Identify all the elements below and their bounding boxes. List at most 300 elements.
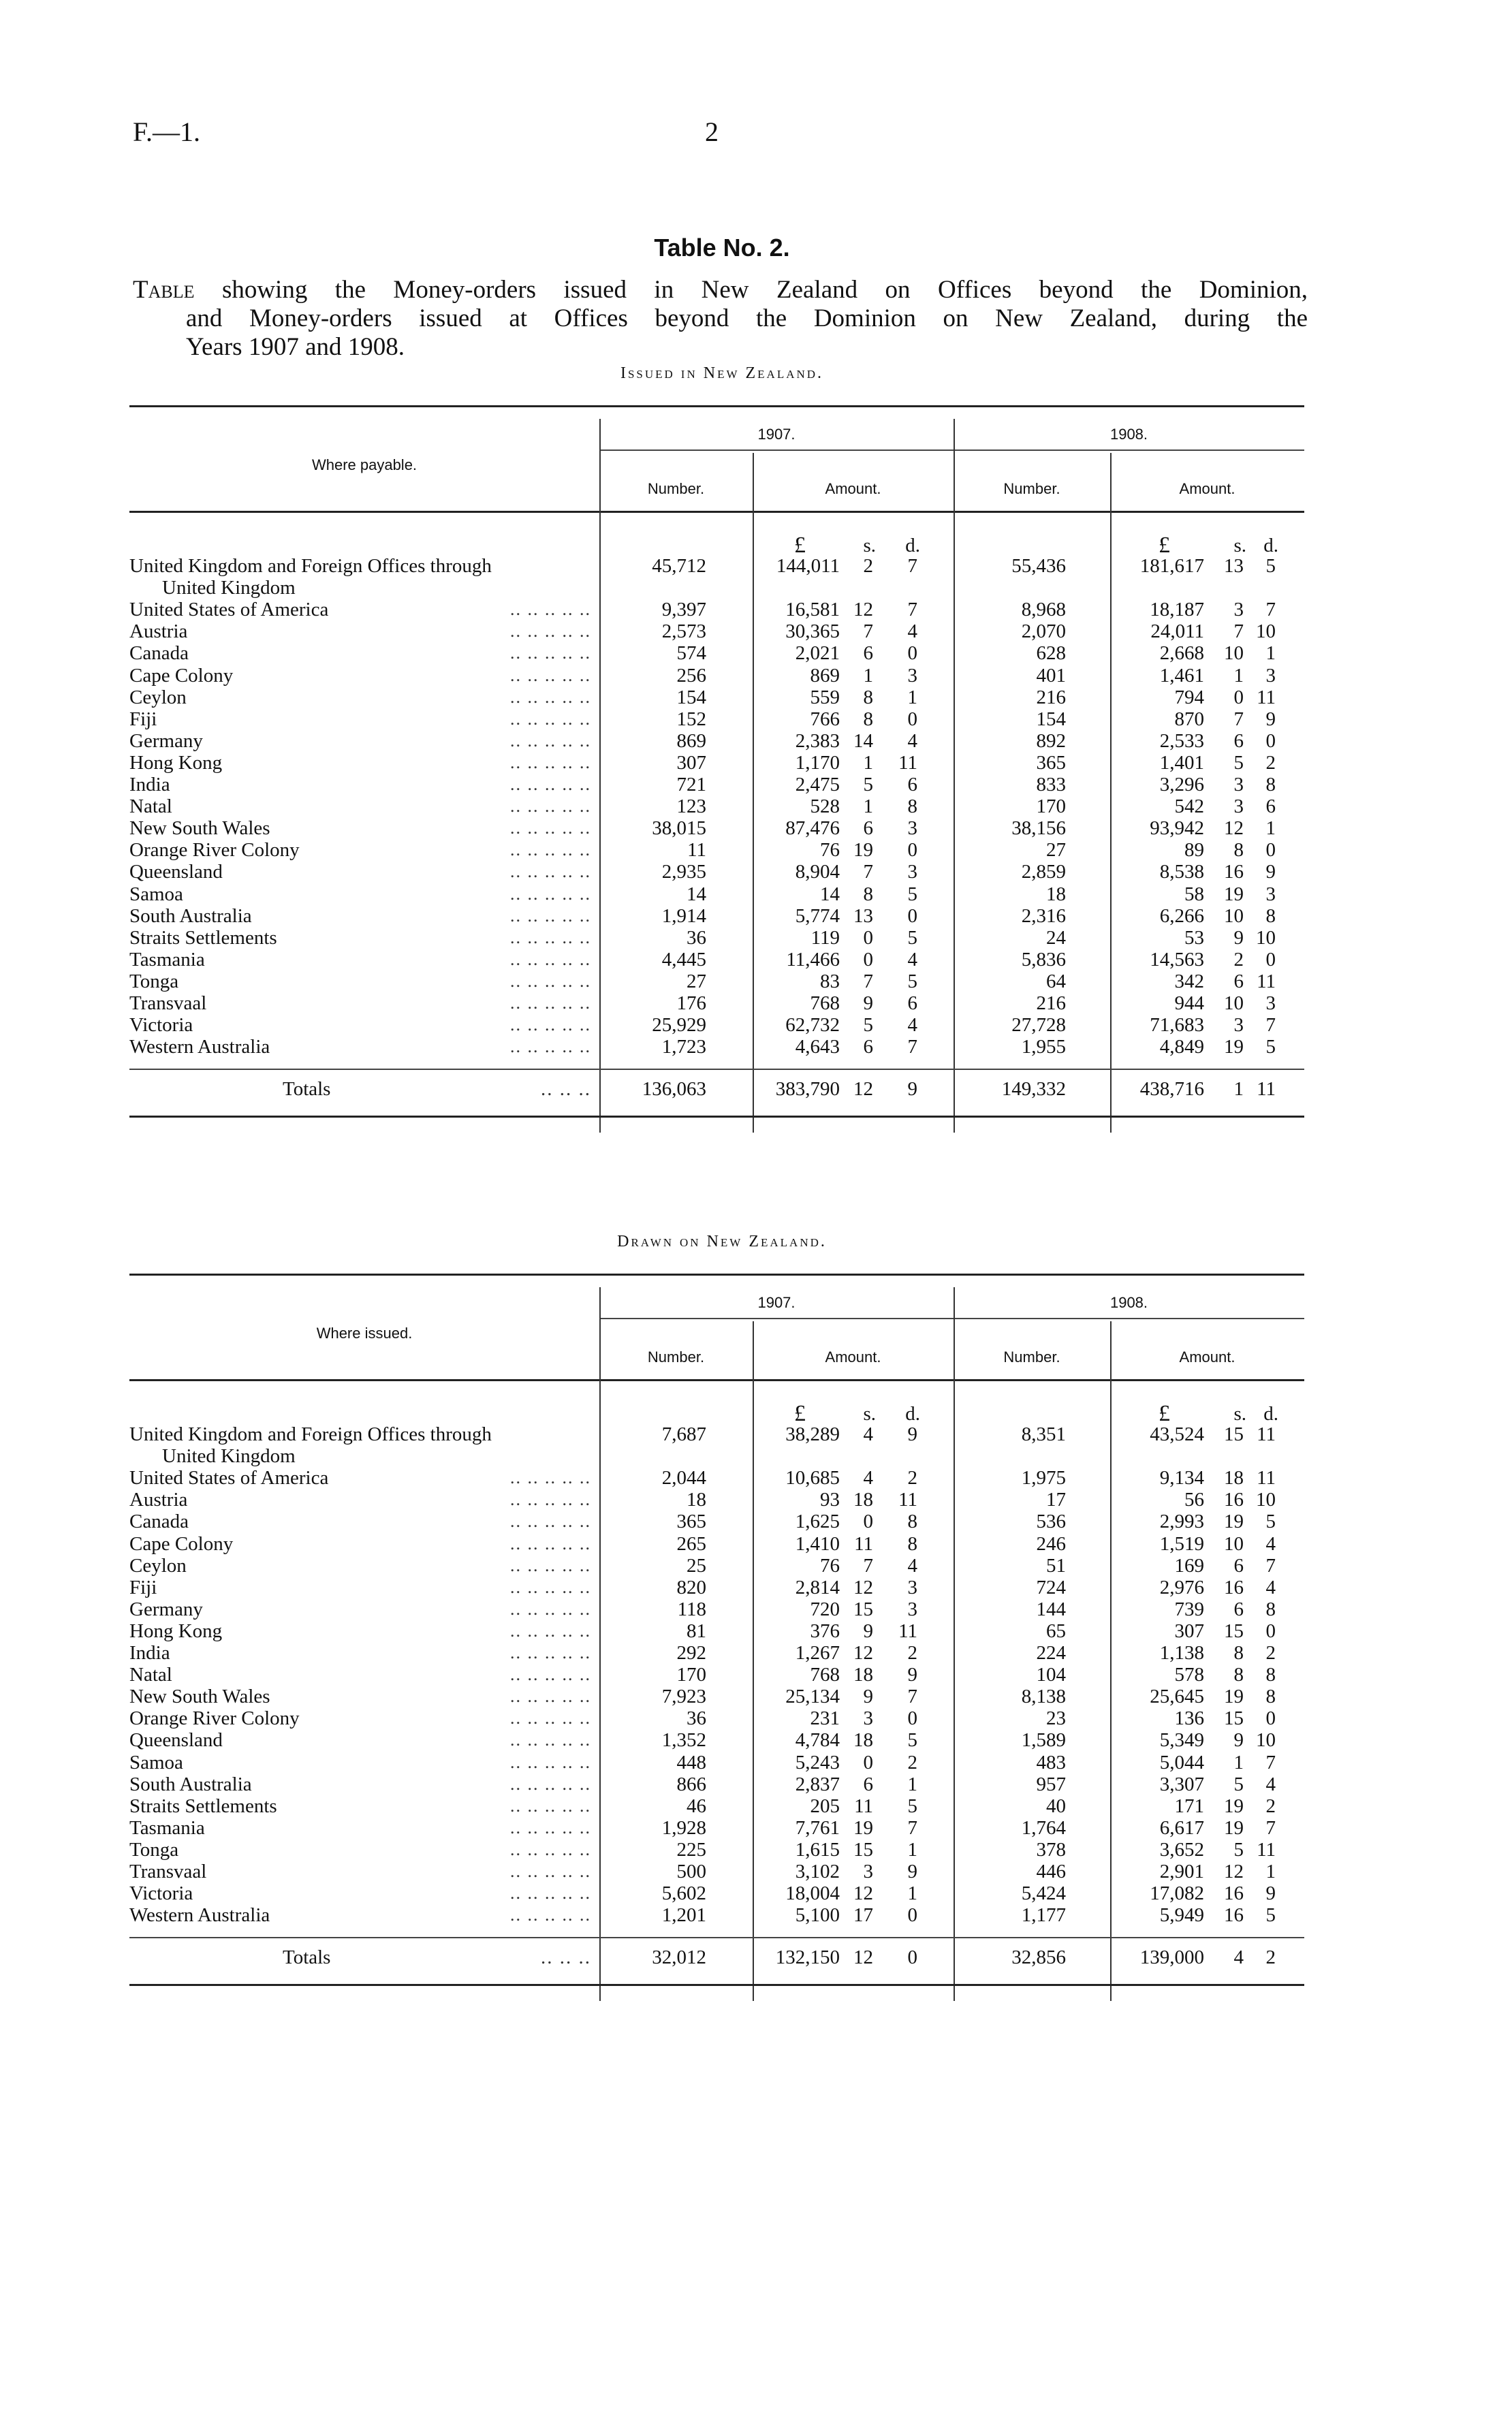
issued-row-pence-1908: 0 (1265, 729, 1276, 752)
issued-row-pounds-1907: 528 (810, 795, 840, 818)
issued-row-number-1908: 401 (1036, 664, 1066, 687)
drawn-row-shillings-1907: 0 (863, 1751, 873, 1773)
drawn-row-pence-1908: 7 (1265, 1816, 1276, 1839)
drawn-row-pounds-1907: 1,267 (795, 1642, 840, 1664)
drawn-row-number-1908: 224 (1036, 1642, 1066, 1664)
drawn-row-shillings-1907: 4 (863, 1423, 873, 1445)
issued-row-pounds-1908: 89 (1184, 839, 1204, 862)
issued-number-1908-header: Number. (1003, 480, 1060, 497)
issued-row-number-1908: 2,859 (1021, 861, 1066, 883)
issued-row-shillings-1907: 13 (853, 904, 873, 927)
drawn-amount-1908-header: Amount. (1179, 1349, 1235, 1366)
issued-totals-rule (129, 1069, 1304, 1070)
drawn-row-shillings-1907: 6 (863, 1773, 873, 1795)
issued-row-place: India (129, 774, 170, 795)
issued-row-shillings-1907: 0 (863, 948, 873, 971)
drawn-row-leader-dots: .. .. .. .. .. (510, 1686, 591, 1707)
issued-row-number-1908: 216 (1036, 992, 1066, 1014)
drawn-header-rule (129, 1379, 1304, 1381)
issued-row-pence-1908: 0 (1265, 839, 1276, 862)
issued-row-pence-1907: 6 (907, 774, 917, 795)
drawn-row-place: Ceylon (129, 1554, 187, 1577)
drawn-row-place: Hong Kong (129, 1620, 223, 1642)
drawn-row-shillings-1907: 17 (853, 1904, 873, 1927)
drawn-row-pounds-1907: 18,004 (785, 1882, 840, 1905)
issued-row-pounds-1907: 766 (810, 708, 840, 730)
drawn-row-number-1908: 144 (1036, 1598, 1066, 1620)
drawn-row-pounds-1908: 9,134 (1159, 1467, 1204, 1489)
drawn-row-shillings-1908: 15 (1224, 1423, 1244, 1445)
drawn-row-number-1907: 18 (687, 1489, 706, 1511)
drawn-row-pounds-1908: 2,901 (1159, 1861, 1204, 1882)
drawn-row-pence-1908: 2 (1265, 1795, 1276, 1817)
issued-row-place: Fiji (129, 708, 157, 730)
issued-row-shillings-1907: 2 (863, 555, 873, 577)
drawn-row-number-1907: 500 (676, 1861, 706, 1882)
drawn-bottom-rule (129, 1984, 1304, 1986)
issued-row-pounds-1907: 869 (810, 664, 840, 687)
drawn-row-pounds-1907: 5,100 (795, 1904, 840, 1927)
issued-pounds-unit-1908: £ (1159, 533, 1170, 558)
issued-row-place: Straits Settlements (129, 926, 277, 949)
issued-row-shillings-1908: 5 (1233, 751, 1244, 774)
issued-row-pounds-1907: 2,021 (795, 642, 840, 665)
document-id: F.—1. (133, 116, 201, 147)
drawn-pence-unit-1907: d. (905, 1403, 920, 1425)
drawn-row-place: Canada (129, 1511, 189, 1533)
drawn-year-1908-header: 1908. (1109, 1294, 1148, 1311)
issued-row-shillings-1907: 5 (863, 1014, 873, 1037)
issued-row-leader-dots: .. .. .. .. .. (510, 927, 591, 947)
issued-row-shillings-1907: 6 (863, 642, 873, 665)
issued-row-pence-1908: 3 (1265, 992, 1276, 1014)
drawn-row-pounds-1908: 1,138 (1159, 1642, 1204, 1664)
issued-row-shillings-1907: 0 (863, 926, 873, 949)
drawn-row-pounds-1907: 2,814 (795, 1576, 840, 1598)
drawn-row-number-1908: 5,424 (1021, 1882, 1066, 1905)
drawn-row-pence-1907: 4 (907, 1554, 917, 1577)
drawn-row-place: Tasmania (129, 1816, 205, 1839)
drawn-row-shillings-1907: 12 (853, 1882, 873, 1905)
drawn-row-pence-1908: 5 (1265, 1904, 1276, 1927)
drawn-row-shillings-1908: 19 (1224, 1511, 1244, 1533)
issued-row-number-1907: 25,929 (652, 1014, 706, 1037)
drawn-row-shillings-1908: 18 (1224, 1467, 1244, 1489)
issued-row-number-1908: 365 (1036, 751, 1066, 774)
issued-row-place: Germany (129, 729, 203, 752)
issued-row-pence-1907: 4 (907, 1014, 917, 1037)
drawn-row-pounds-1908: 2,993 (1159, 1511, 1204, 1533)
drawn-row-pounds-1907: 25,134 (785, 1686, 840, 1708)
drawn-row-pence-1908: 5 (1265, 1511, 1276, 1533)
issued-row-pence-1908: 7 (1265, 599, 1276, 621)
drawn-row-pence-1908: 9 (1265, 1882, 1276, 1905)
issued-row-leader-dots: .. .. .. .. .. (510, 599, 591, 620)
issued-row-place: Hong Kong (129, 751, 223, 774)
issued-row-pounds-1908: 8,538 (1159, 861, 1204, 883)
issued-pence-unit-1908: d. (1263, 535, 1278, 556)
drawn-row-shillings-1907: 7 (863, 1554, 873, 1577)
drawn-row-pounds-1908: 171 (1174, 1795, 1204, 1817)
issued-row-leader-dots: .. .. .. .. .. (510, 1015, 591, 1035)
drawn-row-number-1908: 1,975 (1021, 1467, 1066, 1489)
issued-row-place: Austria (129, 620, 188, 643)
drawn-pence-unit-1908: d. (1263, 1403, 1278, 1425)
issued-row-pence-1908: 9 (1265, 861, 1276, 883)
drawn-section-title: Drawn on New Zealand. (617, 1233, 827, 1250)
drawn-row-pence-1908: 10 (1256, 1729, 1276, 1752)
drawn-row-shillings-1907: 9 (863, 1620, 873, 1642)
caption-line-2: and Money-orders issued at Offices beyond the Dominion on New Zealand, during the (186, 304, 1308, 332)
issued-total-pounds-1907: 383,790 (775, 1078, 840, 1101)
issued-row-pence-1907: 4 (907, 729, 917, 752)
issued-year-1907-header: 1907. (757, 426, 796, 443)
issued-column-rule (1110, 453, 1112, 1133)
issued-row-pence-1908: 5 (1265, 555, 1276, 577)
issued-row-pounds-1908: 18,187 (1150, 599, 1204, 621)
issued-row-number-1907: 36 (687, 926, 706, 949)
issued-row-pence-1908: 2 (1265, 751, 1276, 774)
drawn-shillings-unit-1908: s. (1233, 1403, 1246, 1425)
issued-row-place: New South Wales (129, 817, 270, 840)
drawn-row-pence-1908: 4 (1265, 1576, 1276, 1598)
drawn-row-pounds-1907: 768 (810, 1664, 840, 1686)
issued-row-number-1907: 9,397 (661, 599, 706, 621)
drawn-row-pounds-1907: 376 (810, 1620, 840, 1642)
drawn-row-leader-dots: .. .. .. .. .. (510, 1489, 591, 1510)
issued-row-pounds-1908: 1,461 (1159, 664, 1204, 687)
drawn-row-shillings-1908: 8 (1233, 1642, 1244, 1664)
issued-row-number-1907: 256 (676, 664, 706, 687)
issued-row-pounds-1907: 11,466 (786, 948, 840, 971)
issued-row-pounds-1908: 2,533 (1159, 729, 1204, 752)
drawn-row-leader-dots: .. .. .. .. .. (510, 1817, 591, 1838)
drawn-row-leader-dots: .. .. .. .. .. (510, 1577, 591, 1597)
page-number: 2 (705, 116, 719, 147)
issued-column-rule (753, 453, 754, 1133)
issued-row-pounds-1908: 4,849 (1159, 1036, 1204, 1058)
drawn-totals-label: Totals (283, 1946, 331, 1969)
issued-row-shillings-1908: 6 (1233, 970, 1244, 992)
drawn-row-pounds-1907: 76 (820, 1554, 840, 1577)
issued-row-number-1907: 27 (687, 970, 706, 992)
issued-row-pence-1907: 0 (907, 839, 917, 862)
issued-row-shillings-1908: 19 (1224, 1036, 1244, 1058)
issued-row-place: Samoa (129, 883, 183, 905)
issued-row-number-1907: 14 (687, 883, 706, 905)
drawn-row-leader-dots: .. .. .. .. .. (510, 1883, 591, 1904)
drawn-row-shillings-1907: 11 (854, 1795, 873, 1817)
drawn-row-number-1907: 265 (676, 1532, 706, 1555)
drawn-row-pence-1907: 2 (907, 1751, 917, 1773)
issued-row-pounds-1907: 2,383 (795, 729, 840, 752)
issued-row-pence-1907: 3 (907, 861, 917, 883)
issued-row-number-1908: 27,728 (1011, 1014, 1066, 1037)
drawn-row-number-1907: 365 (676, 1511, 706, 1533)
drawn-row-pence-1907: 7 (907, 1686, 917, 1708)
issued-amount-1907-header: Amount. (825, 480, 881, 497)
issued-total-shillings-1908: 1 (1233, 1078, 1244, 1101)
issued-row-pounds-1908: 944 (1174, 992, 1204, 1014)
drawn-row-leader-dots: .. .. .. .. .. (510, 1511, 591, 1532)
table-caption (133, 276, 1308, 362)
drawn-pounds-unit-1907: £ (794, 1401, 806, 1426)
issued-row-shillings-1907: 1 (863, 664, 873, 687)
drawn-row-number-1907: 2,044 (661, 1467, 706, 1489)
drawn-total-shillings-1908: 4 (1233, 1946, 1244, 1969)
drawn-row-number-1908: 17 (1046, 1489, 1066, 1511)
issued-row-shillings-1907: 7 (863, 861, 873, 883)
drawn-row-pence-1908: 10 (1256, 1489, 1276, 1511)
issued-row-leader-dots: .. .. .. .. .. (510, 752, 591, 772)
drawn-row-pounds-1908: 307 (1174, 1620, 1204, 1642)
issued-row-pounds-1907: 144,011 (776, 555, 840, 577)
issued-row-pounds-1907: 30,365 (785, 620, 840, 643)
drawn-top-rule (129, 1274, 1304, 1276)
drawn-row-pence-1908: 0 (1265, 1620, 1276, 1642)
drawn-row-shillings-1908: 16 (1224, 1576, 1244, 1598)
issued-header-rule (129, 511, 1304, 513)
issued-total-pence-1907: 9 (907, 1078, 917, 1101)
issued-row-number-1908: 2,070 (1021, 620, 1066, 643)
drawn-row-pounds-1908: 5,349 (1159, 1729, 1204, 1752)
issued-row-number-1908: 38,156 (1011, 817, 1066, 840)
issued-row-pence-1908: 6 (1265, 795, 1276, 818)
drawn-column-rule (954, 1287, 955, 2001)
issued-row-pence-1907: 7 (907, 599, 917, 621)
issued-row-pence-1908: 8 (1265, 904, 1276, 927)
drawn-row-place: Western Australia (129, 1904, 270, 1927)
drawn-row-number-1907: 7,687 (661, 1423, 706, 1445)
drawn-row-pence-1908: 0 (1265, 1707, 1276, 1730)
drawn-row-leader-dots: .. .. .. .. .. (510, 1468, 591, 1488)
drawn-row-pounds-1908: 169 (1174, 1554, 1204, 1577)
drawn-row-shillings-1908: 19 (1224, 1795, 1244, 1817)
issued-where-header: Where payable. (311, 456, 418, 473)
drawn-row-leader-dots: .. .. .. .. .. (510, 1620, 591, 1641)
drawn-total-number-1907: 32,012 (652, 1946, 706, 1969)
drawn-column-rule (753, 1321, 754, 2001)
drawn-total-pounds-1908: 139,000 (1139, 1946, 1204, 1969)
issued-row-number-1907: 1,723 (661, 1036, 706, 1058)
drawn-row-number-1908: 246 (1036, 1532, 1066, 1555)
issued-row-leader-dots: .. .. .. .. .. (510, 971, 591, 991)
issued-row-number-1907: 2,935 (661, 861, 706, 883)
drawn-row-shillings-1908: 15 (1224, 1707, 1244, 1730)
drawn-row-pounds-1908: 3,652 (1159, 1838, 1204, 1861)
issued-row-shillings-1907: 7 (863, 620, 873, 643)
issued-row-pounds-1908: 870 (1174, 708, 1204, 730)
drawn-row-pence-1908: 7 (1265, 1751, 1276, 1773)
issued-row-number-1908: 628 (1036, 642, 1066, 665)
drawn-row-shillings-1908: 19 (1224, 1686, 1244, 1708)
drawn-row-pence-1907: 9 (907, 1664, 917, 1686)
issued-pounds-unit-1907: £ (794, 533, 806, 558)
issued-row-pounds-1907: 8,904 (795, 861, 840, 883)
issued-row-number-1908: 154 (1036, 708, 1066, 730)
issued-shillings-unit-1908: s. (1233, 535, 1246, 556)
issued-row-place: Natal (129, 795, 172, 818)
drawn-row-shillings-1908: 16 (1224, 1904, 1244, 1927)
issued-row-shillings-1908: 12 (1224, 817, 1244, 840)
issued-row-place: Victoria (129, 1014, 193, 1037)
drawn-row-pounds-1908: 136 (1174, 1707, 1204, 1730)
drawn-total-pence-1907: 0 (907, 1946, 917, 1969)
issued-row-number-1908: 892 (1036, 729, 1066, 752)
drawn-row-pounds-1907: 10,685 (785, 1467, 840, 1489)
drawn-row-pence-1907: 3 (907, 1598, 917, 1620)
drawn-row-leader-dots: .. .. .. .. .. (510, 1598, 591, 1619)
drawn-row-shillings-1907: 12 (853, 1576, 873, 1598)
drawn-pounds-unit-1908: £ (1159, 1401, 1170, 1426)
issued-totals-label: Totals (283, 1078, 331, 1101)
issued-row-shillings-1907: 1 (863, 795, 873, 818)
drawn-row-leader-dots: .. .. .. .. .. (510, 1795, 591, 1816)
drawn-row-leader-dots: .. .. .. .. .. (510, 1708, 591, 1729)
issued-row-place: Transvaal (129, 992, 207, 1014)
drawn-row-number-1908: 8,351 (1021, 1423, 1066, 1445)
drawn-row-number-1907: 25 (687, 1554, 706, 1577)
drawn-number-1908-header: Number. (1003, 1349, 1060, 1366)
drawn-row-number-1908: 40 (1046, 1795, 1066, 1817)
issued-row-number-1908: 64 (1046, 970, 1066, 992)
drawn-row-number-1908: 51 (1046, 1554, 1066, 1577)
drawn-row-shillings-1907: 0 (863, 1511, 873, 1533)
drawn-row-place: United States of America (129, 1467, 329, 1489)
issued-row-number-1907: 38,015 (652, 817, 706, 840)
drawn-total-shillings-1907: 12 (853, 1946, 873, 1969)
drawn-row-pounds-1907: 205 (810, 1795, 840, 1817)
issued-row-pence-1908: 11 (1257, 970, 1276, 992)
issued-row-pounds-1907: 14 (820, 883, 840, 905)
issued-shillings-unit-1907: s. (863, 535, 876, 556)
issued-row-shillings-1907: 7 (863, 970, 873, 992)
drawn-row-shillings-1908: 5 (1233, 1838, 1244, 1861)
drawn-row-shillings-1908: 15 (1224, 1620, 1244, 1642)
issued-row-pence-1908: 3 (1265, 883, 1276, 905)
issued-row-pence-1907: 0 (907, 642, 917, 665)
issued-row-number-1908: 18 (1046, 883, 1066, 905)
issued-row-shillings-1908: 16 (1224, 861, 1244, 883)
issued-row-leader-dots: .. .. .. .. .. (510, 905, 591, 926)
issued-row-place: Orange River Colony (129, 839, 300, 862)
issued-row-pounds-1907: 2,475 (795, 774, 840, 795)
issued-row-pence-1907: 4 (907, 948, 917, 971)
drawn-row-pence-1907: 7 (907, 1816, 917, 1839)
drawn-row-number-1907: 1,928 (661, 1816, 706, 1839)
drawn-row-pounds-1908: 6,617 (1159, 1816, 1204, 1839)
issued-row-shillings-1908: 9 (1233, 926, 1244, 949)
drawn-row-shillings-1907: 15 (853, 1598, 873, 1620)
drawn-shillings-unit-1907: s. (863, 1403, 876, 1425)
issued-row-pence-1907: 7 (907, 555, 917, 577)
issued-row-pence-1908: 8 (1265, 774, 1276, 795)
issued-row-pounds-1908: 6,266 (1159, 904, 1204, 927)
issued-column-rule (954, 419, 955, 1133)
drawn-row-shillings-1907: 18 (853, 1729, 873, 1752)
drawn-row-number-1908: 1,764 (1021, 1816, 1066, 1839)
issued-row-pence-1908: 0 (1265, 948, 1276, 971)
issued-row-number-1908: 5,836 (1021, 948, 1066, 971)
issued-row-leader-dots: .. .. .. .. .. (510, 796, 591, 817)
issued-row-pence-1908: 9 (1265, 708, 1276, 730)
drawn-row-shillings-1908: 6 (1233, 1554, 1244, 1577)
issued-row-pounds-1908: 24,011 (1150, 620, 1204, 643)
issued-row-number-1907: 45,712 (652, 555, 706, 577)
issued-row-pence-1907: 4 (907, 620, 917, 643)
issued-row-pounds-1908: 93,942 (1150, 817, 1204, 840)
drawn-column-rule (1110, 1321, 1112, 2001)
drawn-row-pence-1908: 11 (1257, 1467, 1276, 1489)
issued-row-pounds-1908: 542 (1174, 795, 1204, 818)
issued-row-shillings-1908: 10 (1224, 904, 1244, 927)
issued-amount-1908-header: Amount. (1179, 480, 1235, 497)
issued-row-shillings-1908: 7 (1233, 708, 1244, 730)
issued-row-place: United States of America (129, 599, 329, 621)
drawn-row-number-1908: 65 (1046, 1620, 1066, 1642)
drawn-row-number-1908: 8,138 (1021, 1686, 1066, 1708)
issued-row-pounds-1908: 181,617 (1139, 555, 1204, 577)
issued-row-pence-1907: 1 (907, 686, 917, 708)
drawn-row-pence-1908: 4 (1265, 1532, 1276, 1555)
drawn-row-pounds-1908: 25,645 (1150, 1686, 1204, 1708)
issued-total-number-1907: 136,063 (642, 1078, 706, 1101)
issued-row-leader-dots: .. .. .. .. .. (510, 730, 591, 751)
issued-year-1908-header: 1908. (1109, 426, 1148, 443)
drawn-row-pounds-1907: 4,784 (795, 1729, 840, 1752)
drawn-row-pence-1907: 5 (907, 1729, 917, 1752)
issued-row-place: United Kingdom and Foreign Offices through (129, 555, 492, 577)
drawn-row-shillings-1907: 18 (853, 1489, 873, 1511)
issued-row-number-1907: 152 (676, 708, 706, 730)
drawn-row-leader-dots: .. .. .. .. .. (510, 1905, 591, 1925)
issued-row-pounds-1908: 2,668 (1159, 642, 1204, 665)
issued-row-leader-dots: .. .. .. .. .. (510, 665, 591, 685)
drawn-row-number-1907: 448 (676, 1751, 706, 1773)
issued-total-pounds-1908: 438,716 (1139, 1078, 1204, 1101)
drawn-row-place: Tonga (129, 1838, 179, 1861)
issued-row-place: Canada (129, 642, 189, 665)
issued-row-pounds-1907: 83 (820, 970, 840, 992)
issued-row-shillings-1907: 6 (863, 1036, 873, 1058)
drawn-row-pence-1908: 11 (1257, 1423, 1276, 1445)
issued-row-pence-1908: 3 (1265, 664, 1276, 687)
issued-number-1907-header: Number. (647, 480, 705, 497)
issued-row-leader-dots: .. .. .. .. .. (510, 774, 591, 794)
drawn-row-pounds-1907: 1,410 (795, 1532, 840, 1555)
issued-row-shillings-1908: 6 (1233, 729, 1244, 752)
issued-row-number-1908: 1,955 (1021, 1036, 1066, 1058)
drawn-row-leader-dots: .. .. .. .. .. (510, 1773, 591, 1794)
issued-row-pounds-1908: 342 (1174, 970, 1204, 992)
drawn-row-pounds-1908: 56 (1184, 1489, 1204, 1511)
drawn-row-place-continued: United Kingdom (162, 1445, 296, 1468)
drawn-row-number-1907: 5,602 (661, 1882, 706, 1905)
issued-row-shillings-1908: 3 (1233, 1014, 1244, 1037)
drawn-row-pounds-1907: 720 (810, 1598, 840, 1620)
drawn-row-pence-1908: 1 (1265, 1861, 1276, 1882)
drawn-row-pence-1907: 1 (907, 1838, 917, 1861)
issued-row-shillings-1907: 8 (863, 883, 873, 905)
drawn-row-pence-1908: 4 (1265, 1773, 1276, 1795)
issued-row-number-1907: 869 (676, 729, 706, 752)
issued-row-pence-1907: 5 (907, 883, 917, 905)
drawn-row-pounds-1907: 7,761 (795, 1816, 840, 1839)
issued-row-pence-1907: 11 (898, 751, 917, 774)
issued-row-shillings-1907: 1 (863, 751, 873, 774)
drawn-row-pence-1907: 9 (907, 1423, 917, 1445)
drawn-totals-rule (129, 1937, 1304, 1938)
